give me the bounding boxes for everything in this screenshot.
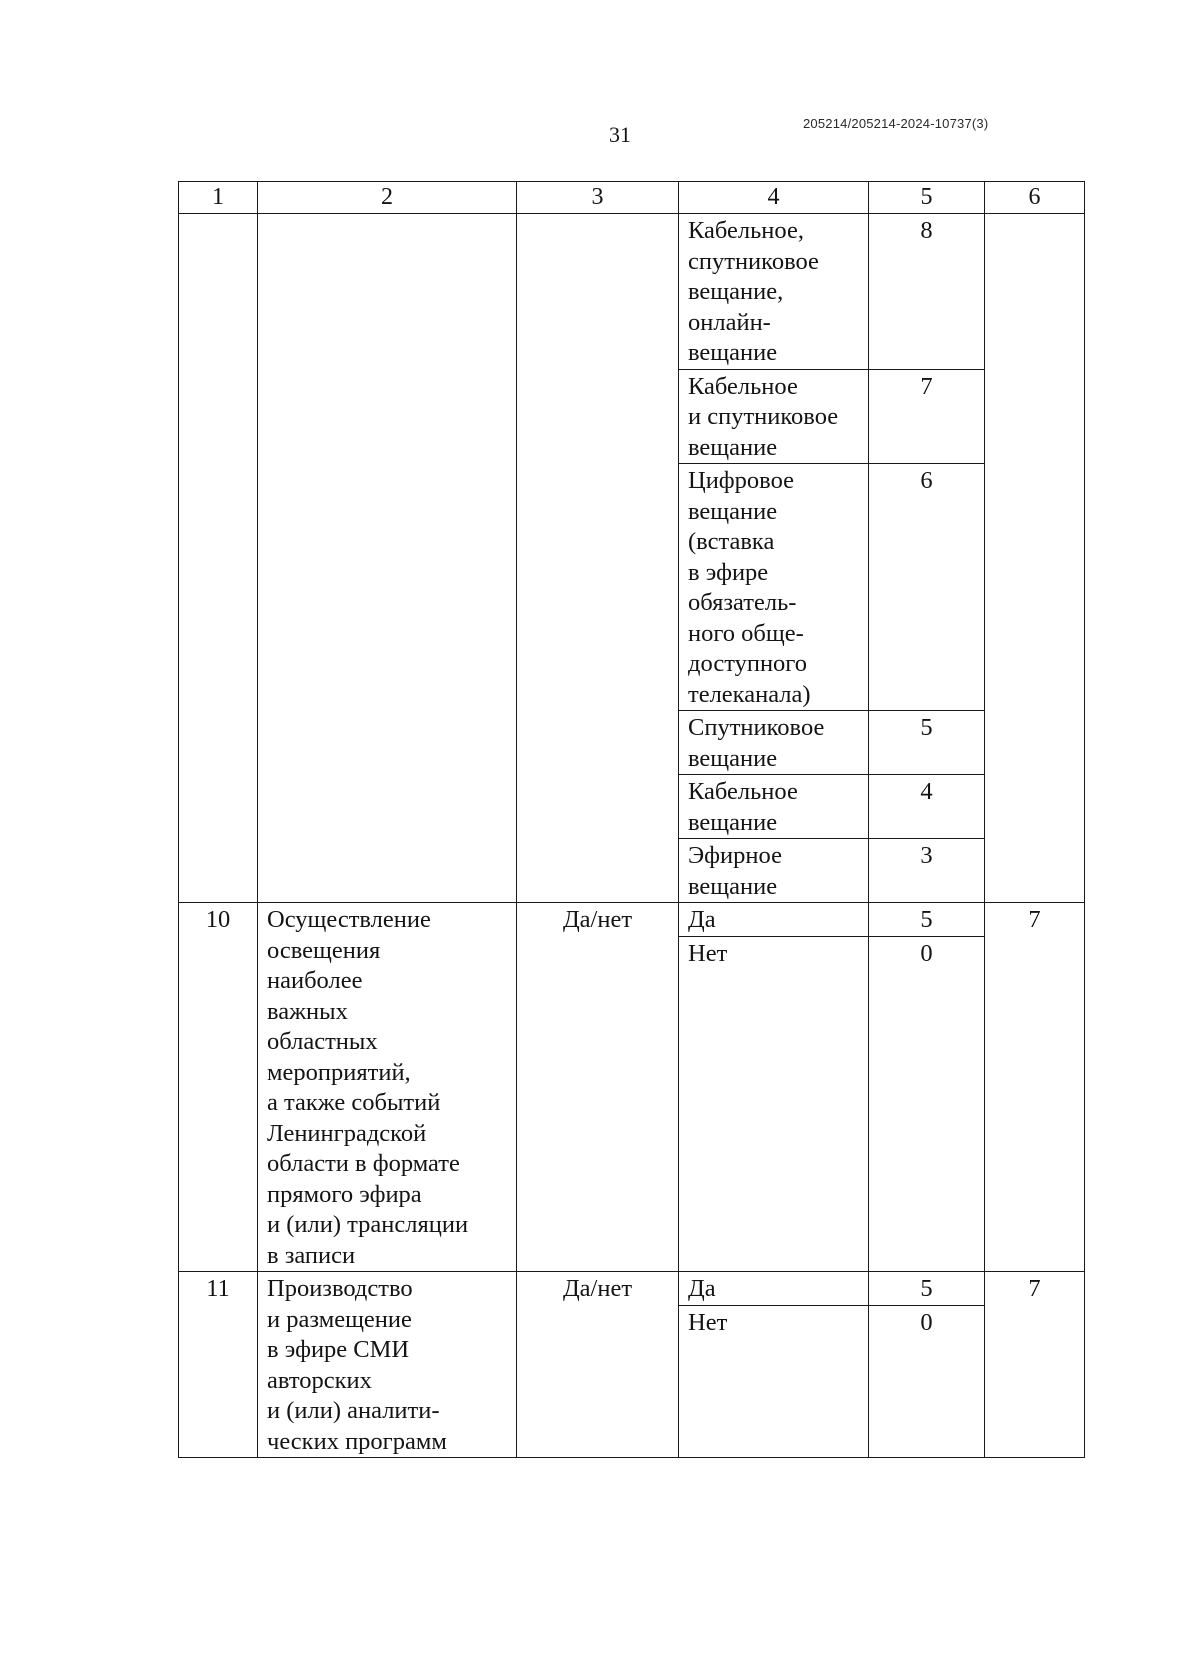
score-cell [869, 903, 985, 937]
option-score: 5 [920, 1275, 933, 1302]
option-label: Да [688, 1275, 716, 1302]
score-cell [869, 937, 985, 1272]
criterion-cell [258, 1272, 517, 1458]
criterion-text: Производство и размещение в эфире СМИ авторских и (или) аналити- ческих программ [267, 1275, 447, 1455]
option-label: Эфирное вещание [688, 842, 782, 900]
option-score: 6 [920, 467, 933, 494]
option-label: Нет [688, 1308, 728, 1336]
column-header-3: 3 [517, 182, 679, 214]
option-cell [679, 369, 869, 464]
option-cell [679, 1305, 869, 1457]
type-cell [517, 903, 679, 1272]
score-cell [869, 369, 985, 464]
option-cell [679, 464, 869, 711]
score-cell [869, 464, 985, 711]
option-cell [679, 214, 869, 370]
option-cell [679, 937, 869, 1272]
criterion-type: Да/нет [562, 906, 633, 933]
option-label: Спутниковое вещание [688, 714, 825, 772]
row-number-cell [179, 214, 258, 903]
row-number: 10 [205, 906, 231, 933]
criterion-type: Да/нет [562, 1275, 633, 1302]
weight-cell [985, 1272, 1085, 1458]
option-cell [679, 903, 869, 937]
row-number-cell [179, 903, 258, 1272]
table-row [179, 1272, 1085, 1306]
score-cell [869, 711, 985, 775]
option-label: Кабельное, спутниковое вещание, онлайн- вещание [688, 217, 819, 366]
option-cell [679, 711, 869, 775]
document-reference: 205214/205214-2024-10737(3) [803, 116, 989, 131]
option-label: Да [688, 906, 716, 933]
weight-cell [985, 903, 1085, 1272]
option-label: Цифровое вещание (вставка в эфире обязатель- ного обще- доступного телеканала) [688, 467, 811, 708]
row-number-cell [179, 1272, 258, 1458]
row-number: 11 [206, 1275, 230, 1302]
criterion-cell [258, 214, 517, 903]
table-header-row [179, 182, 1085, 214]
criterion-weight: 7 [1028, 906, 1041, 933]
option-cell [679, 839, 869, 903]
score-cell [869, 1272, 985, 1306]
table-row [179, 903, 1085, 937]
criterion-cell [258, 903, 517, 1272]
type-cell [517, 1272, 679, 1458]
column-header-4: 4 [679, 182, 869, 214]
score-cell [869, 775, 985, 839]
option-score: 8 [920, 217, 933, 244]
option-score: 0 [920, 1308, 933, 1336]
criterion-text: Осуществление освещения наиболее важных областных мероприятий, а также событий Ленинградской области в формате прямого эфира и (или) трансляции в записи [267, 906, 469, 1269]
column-header-5: 5 [869, 182, 985, 214]
option-cell [679, 1272, 869, 1306]
column-header-2: 2 [258, 182, 517, 214]
option-label: Кабельное вещание [688, 778, 798, 836]
option-score: 4 [920, 778, 933, 805]
option-score: 7 [920, 372, 933, 400]
score-cell [869, 839, 985, 903]
score-cell [869, 214, 985, 370]
option-label: Кабельное и спутниковое вещание [688, 372, 839, 461]
option-score: 5 [920, 714, 933, 741]
criterion-weight: 7 [1028, 1275, 1041, 1302]
column-header-1: 1 [179, 182, 258, 214]
table-row-continued [179, 214, 1085, 370]
option-cell [679, 775, 869, 839]
column-header-6: 6 [985, 182, 1085, 214]
option-label: Нет [688, 940, 728, 968]
weight-cell [985, 214, 1085, 903]
score-cell [869, 1305, 985, 1457]
criteria-table [178, 181, 1085, 1458]
page-number: 31 [609, 122, 631, 147]
option-score: 3 [920, 842, 933, 869]
option-score: 5 [920, 906, 933, 933]
type-cell [517, 214, 679, 903]
option-score: 0 [920, 940, 933, 968]
